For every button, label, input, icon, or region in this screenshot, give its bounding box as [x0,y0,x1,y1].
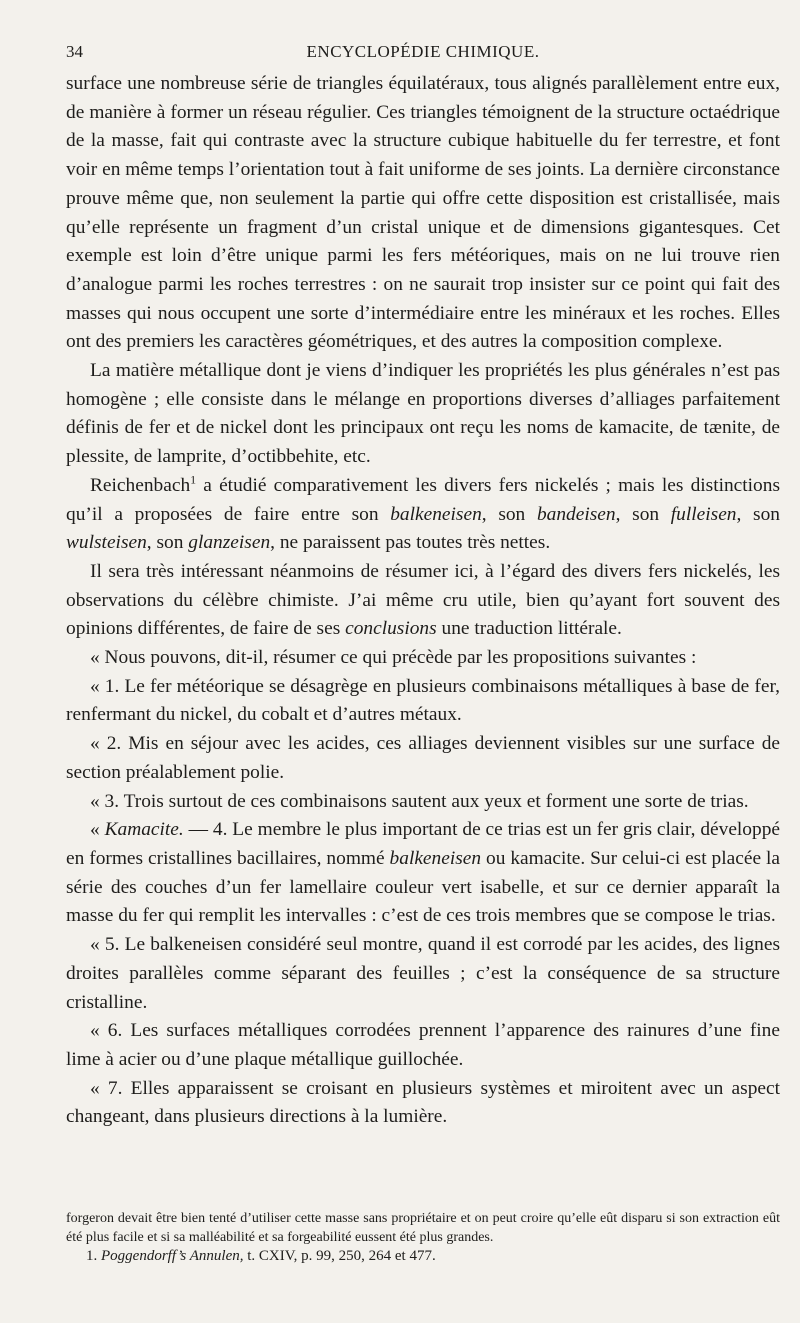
proposition-7: « 7. Elles apparaissent se croisant en plusieurs systèmes et miroitent avec un aspect changeant, dans plusieurs directions à la lumière. [66,1077,780,1128]
paragraph-1: surface une nombreuse série de triangles équilatéraux, tous alignés parallèlement entre eux, de manière à former un réseau régulier. Ces triangles témoignent de la structure octaédrique de la masse, fait qui contraste avec la structure cubique habituelle du fer terrestre, et font voir en même temps l’orientation tout à fait uniforme de ses joints. La dernière circonstance prouve même que, non seulement la partie qui offre cette disposition est cristallisée, mais qu’elle représente un fragment d’un cristal unique et de dimensions gigantesques. Cet exemple est loin d’être unique parmi les fers météoriques, mais on ne lui trouve rien d’analogue parmi les roches terrestres : on ne saurait trop insister sur ce point qui fait des masses qui nous occupent une sorte d’intermédiaire entre les minéraux et les roches. Elles ont des premiers les caractères géométriques, et des autres la composition complexe. [66,73,780,353]
page-number: 34 [66,42,83,61]
italic-term: conclusions [345,618,437,640]
text-segment: « [90,819,105,841]
text-segment: a étudié comparativement les divers fers nickelés ; mais les distinctions qu’il a proposées de faire entre son [66,474,780,525]
proposition-4 [66,816,780,931]
footnotes [66,1210,780,1266]
text-segment: , son [146,532,189,554]
text-segment: , son [736,503,780,525]
proposition-3: « 3. Trois surtout de ces combinaisons sautent aux yeux et forment une sorte de trias. [90,790,749,812]
text-segment: Il sera très intéressant néanmoins de résumer ici, à l’égard des divers fers nickelés, les observations du célèbre chimiste. J’ai même cru utile, bien qu’ayant fort souvent des opinions différentes, de faire de ses [66,560,780,640]
citation-title: Poggendorff’s Annulen, [101,1248,244,1264]
paragraph-4 [66,558,780,644]
text-segment: , son [481,503,537,525]
paragraph-2: La matière métallique dont je viens d’indiquer les propriétés les plus générales n’est pas homogène ; elle consiste dans le mélange en proportions diverses d’alliages parfaitement définis de fer et de nickel dont les principaux ont reçu les noms de kamacite, de tænite, de plessite, de lamprite, d’octibbehite, etc. [66,360,780,468]
text-segment: ou kamacite. Sur celui-ci est placée la série des couches d’un fer lamellaire couleur vert isabelle, et sur ce dernier apparaît la masse du fer qui remplit les intervalles : c’est de ces trois membres que se compose le trias. [66,847,780,927]
italic-term: fulleisen [670,503,737,525]
text-segment: — 4. Le membre le plus important de ce trias est un fer gris clair, développé en formes cristallines bacillaires, nommé [66,819,781,869]
proposition-6: « 6. Les surfaces métalliques corrodées prennent l’apparence des rainures d’une fine lime à acier ou d’une plaque métallique guillochée. [66,1020,780,1070]
italic-term: balkeneisen [389,847,482,869]
proposition-1: « 1. Le fer météorique se désagrège en plusieurs combinaisons métalliques à base de fer, renfermant du nickel, du cobalt et d’autres métaux. [66,675,780,726]
proposition-2: « 2. Mis en séjour avec les acides, ces alliages deviennent visibles sur une surface de section préalablement polie. [66,733,780,783]
text-segment: , son [615,503,671,525]
footnote-1 [66,1247,780,1266]
italic-term: Kamacite. [104,819,184,841]
page-header [66,42,780,66]
footnote-number: 1. [86,1248,101,1264]
running-title: ENCYCLOPÉDIE CHIMIQUE. [306,42,540,61]
text-segment: Reichenbach [90,474,191,496]
proposition-5: « 5. Le balkeneisen considéré seul montre, quand il est corrodé par les acides, des lignes droites parallèles comme séparant des feuilles ; c’est la conséquence de sa structure cristalline. [66,934,780,1013]
italic-term: wulsteisen [66,532,147,554]
footnote-marker: 1 [190,472,197,487]
body-text [66,70,780,1132]
paragraph-3 [66,472,780,558]
text-segment: une traduction littérale. [436,618,622,640]
italic-term: balkeneisen [390,503,482,525]
italic-term: bandeisen [536,503,616,525]
citation-details: t. CXIV, p. 99, 250, 264 et 477. [243,1248,436,1264]
text-segment: , ne paraissent pas toutes très nettes. [270,532,551,554]
italic-term: glanzeisen [188,532,271,554]
paragraph-5: « Nous pouvons, dit-il, résumer ce qui précède par les propositions suivantes : [90,647,697,669]
footnote-continuation: forgeron devait être bien tenté d’utiliser cette masse sans propriétaire et on peut croire qu’elle eût disparu si son extraction eût été plus facile et si sa malléabilité et sa forgeabilité eussent été plus grandes. [66,1211,780,1245]
